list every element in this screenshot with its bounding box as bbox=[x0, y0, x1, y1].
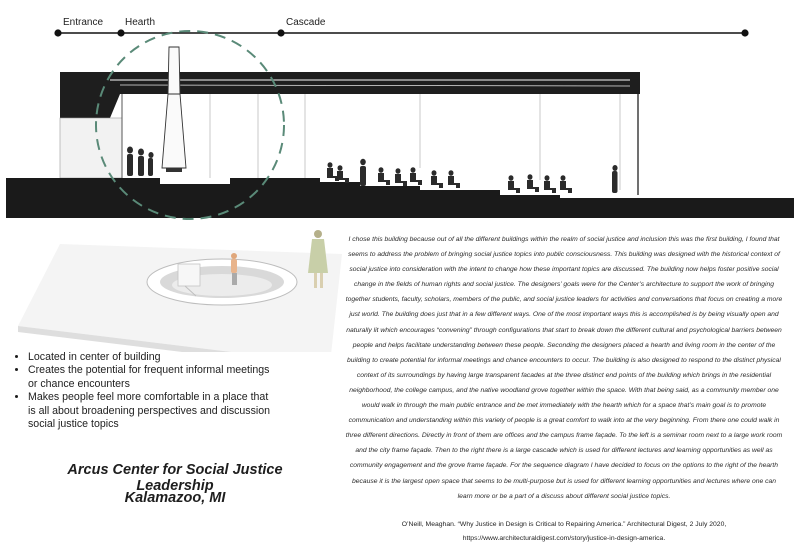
citation-url[interactable]: https://www.architecturaldigest.com/story/justice-in-design-america. bbox=[462, 535, 666, 542]
timeline-node-hearth bbox=[117, 29, 124, 36]
feature-bullet-list bbox=[10, 351, 278, 431]
list-item: • Makes people feel more comfortable in a place that is all about broadening perspectives and discussion social justice topics bbox=[28, 391, 278, 431]
ground-section bbox=[6, 178, 794, 218]
roof bbox=[60, 72, 640, 118]
timeline-label-cascade: Cascade bbox=[286, 17, 326, 28]
building-section-drawing bbox=[0, 0, 794, 222]
sequence-timeline bbox=[54, 29, 748, 36]
essay-paragraph: I chose this building because out of all the different buildings within the realm of social justice and inclusion this was the first building, I found that seems to address the problem of bringing social justice topics into public consciousness. This building was designed with the historical context of social justice into consideration with the intent to change how these important topics are discussed. The building now helps foster positive social change in the fields of human rights and social justice. The designers’ goals were for the Center’s architecture to support the work of bringing together students, faculty, scholars, members of the public, and social justice leaders for activities and conversations that focus on creating a more just world. The building does just that in a few different ways. One of the most important ways this is accomplished is by being visually open and naturally lit which encourages “convening” through configurations that start to break down the different cultural and psychological barriers between people and helps facilitate understanding between these people. Seconding the designers placed a hearth and living room in the center of the building to create potential for informal meetings and chance encounters to occur. The building is also designed to respond to the distinct physical context of its surroundings by having large transparent facades at the three distinct end points of the building which brings in the residential neighborhood, the college campus, and the native woodland grove together within the space. With that being said, as a community member one would walk in through the main public entrance and be met immediately with the hearth which for a space that’s main goal is to promote communication and understanding within this variety of people is a great comfort to walk into at the very beginning. From there one could walk in three different directions. Directly in front of them are offices and the campus frame façade. To the left is a seminar room next to a large work room and the city frame façade. Then to the right there is a large cascade which is used for different lectures and learning opportunities as well as community engagement and the grove frame façade. For the sequence diagram I have decided to focus on the options to the right of the hearth because it is the largest open space that seems to be multi-purpose but is used for different learning opportunities and lectures where one can learn more or be a part of a discuss about different social justice topics. bbox=[345, 236, 783, 500]
project-title: Arcus Center for Social Justice Leadership bbox=[67, 462, 283, 494]
citation bbox=[344, 518, 784, 546]
left-wall bbox=[60, 118, 122, 178]
timeline-label-hearth: Hearth bbox=[125, 17, 156, 28]
list-item: • Creates the potential for frequent informal meetings or chance encounters bbox=[28, 364, 278, 391]
timeline-node-cascade bbox=[277, 29, 284, 36]
timeline-label-entrance: Entrance bbox=[63, 17, 104, 28]
timeline-node-entrance bbox=[54, 29, 61, 36]
hearth-model-render bbox=[0, 222, 345, 352]
hearth-chimney bbox=[162, 47, 186, 172]
list-item: • Located in center of building bbox=[28, 351, 278, 364]
project-location: Kalamazoo, MI bbox=[124, 490, 226, 506]
citation-line-1: O’Neill, Meaghan. “Why Justice in Design is Critical to Repairing America.” Architectural Digest, 2 July 2020, bbox=[401, 521, 727, 528]
timeline-node-end bbox=[741, 29, 748, 36]
